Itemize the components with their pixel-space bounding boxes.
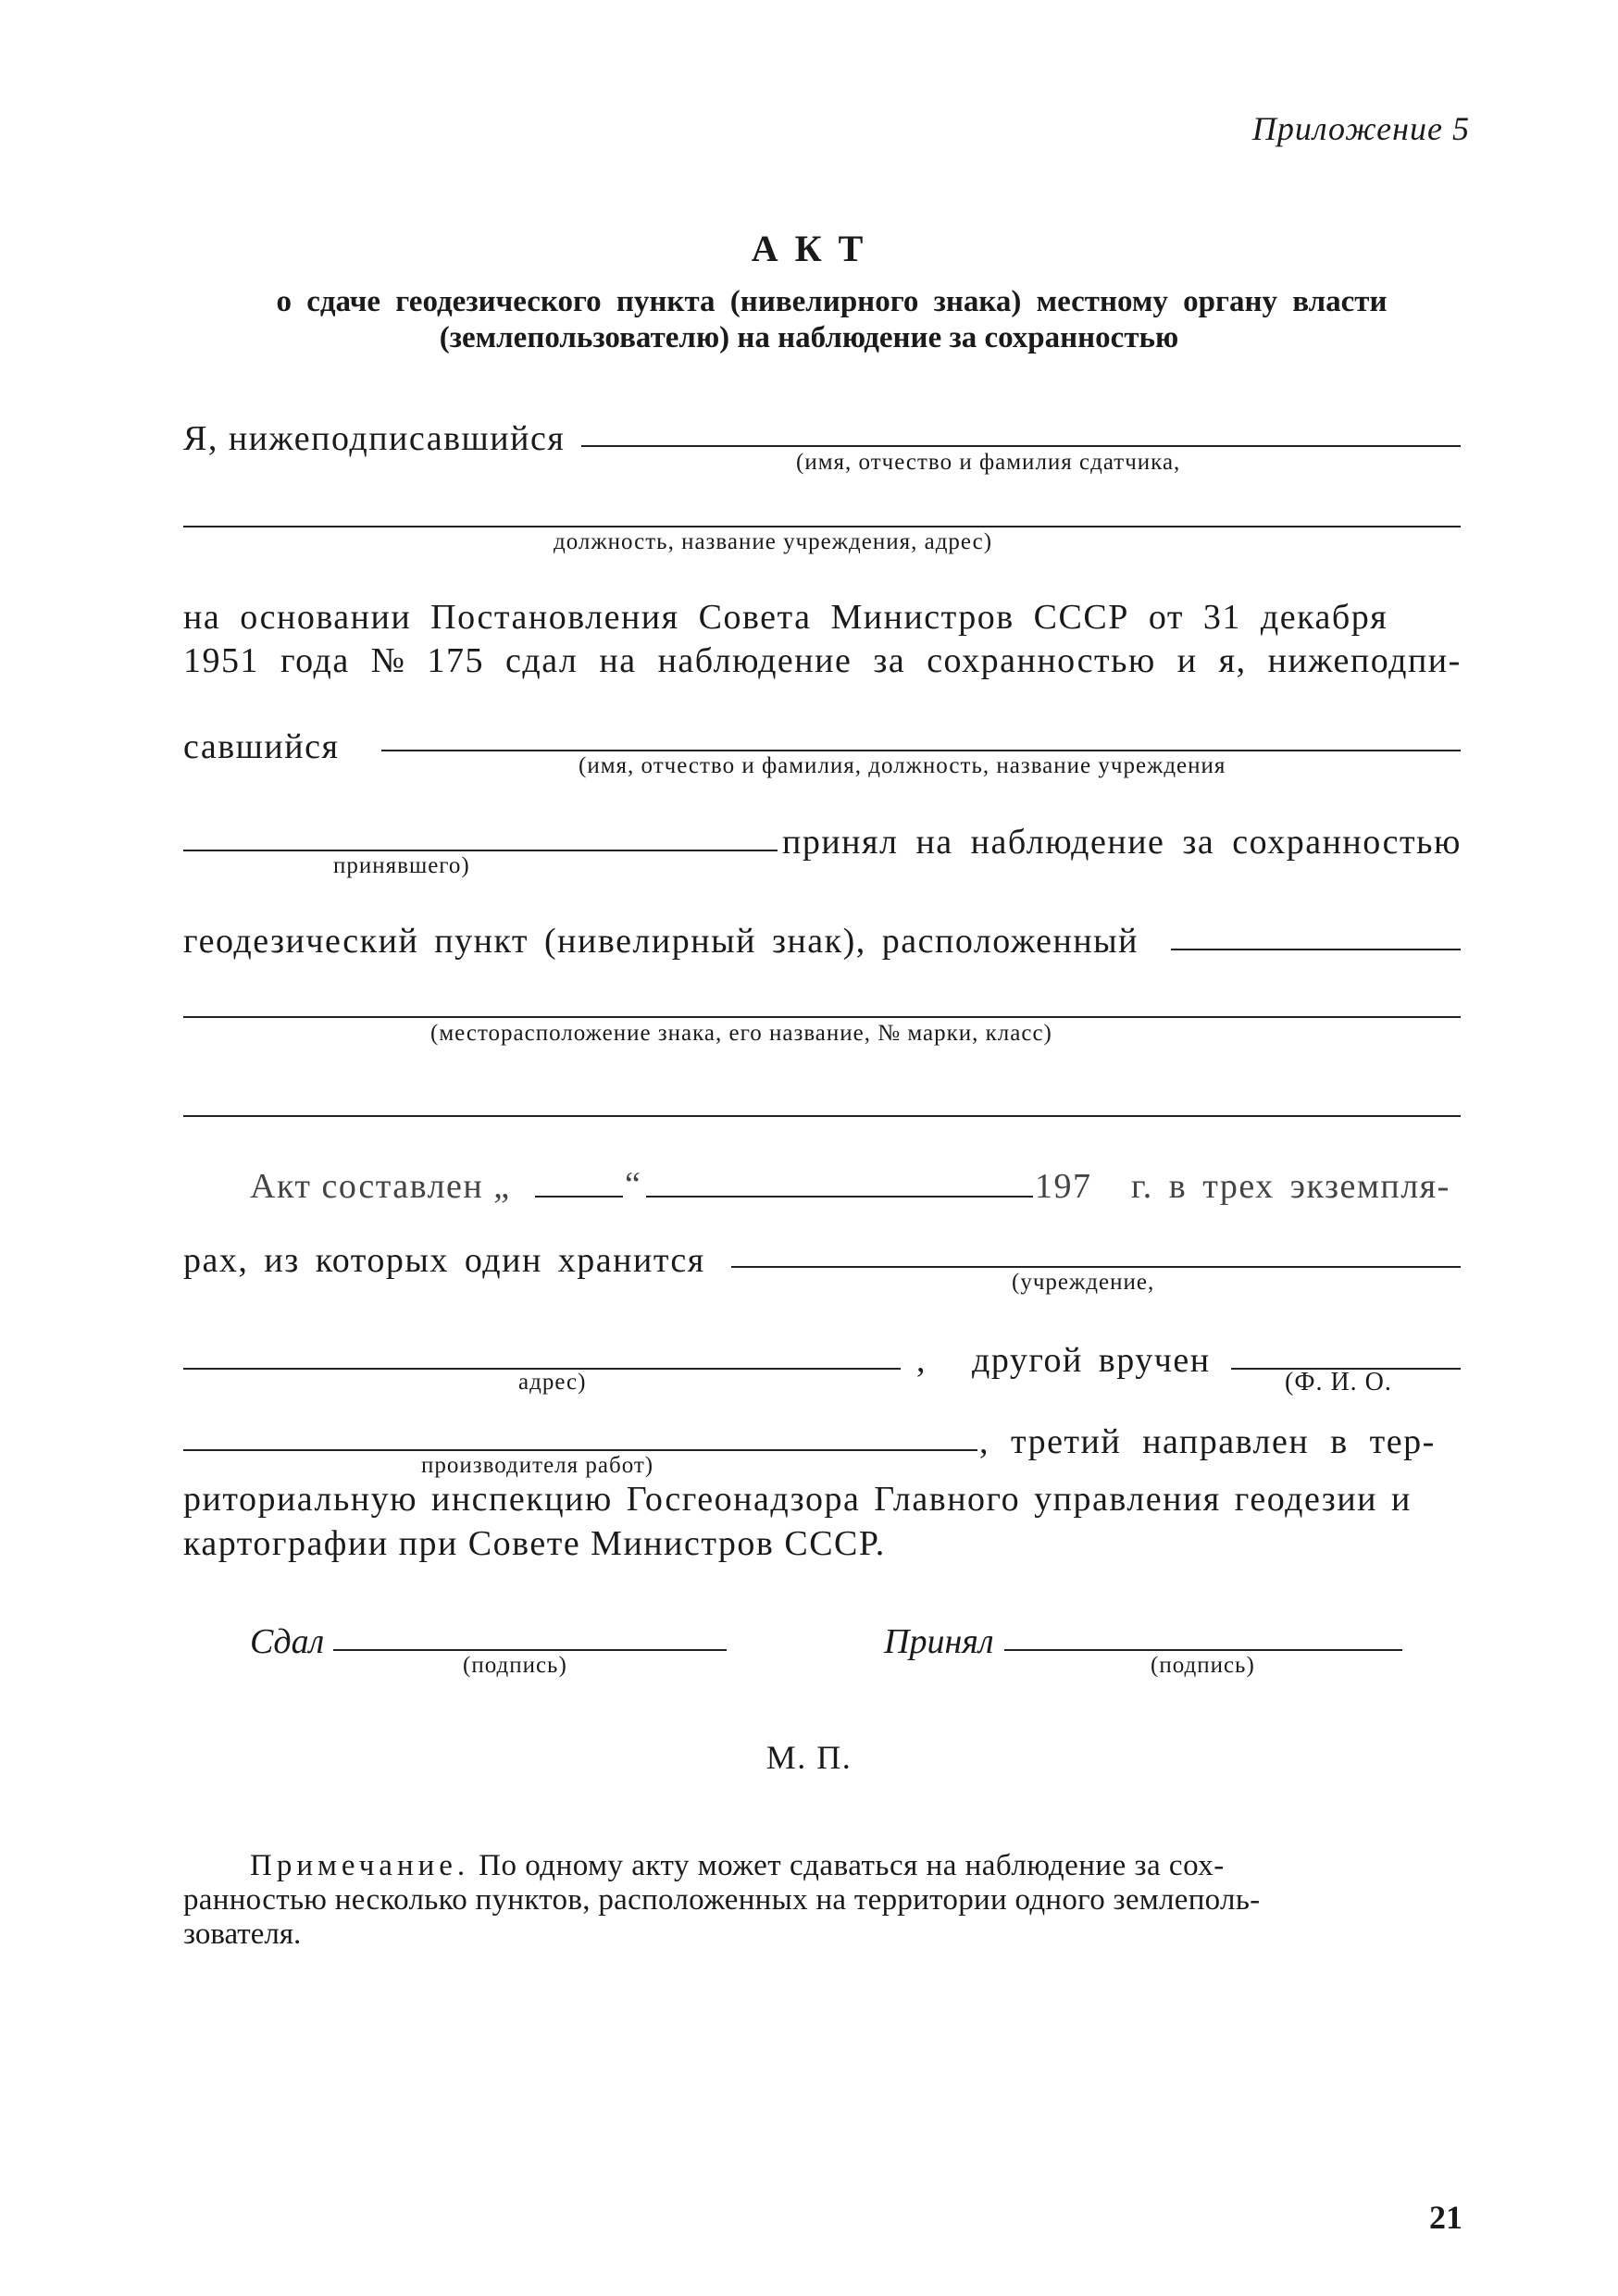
stamp-place: М. П.: [765, 1739, 853, 1776]
appendix-label: Приложение 5: [1251, 110, 1470, 147]
row11-fill-line: [183, 1449, 977, 1451]
page-number: 21: [1429, 2199, 1462, 2236]
row3-caption: (имя, отчество и фамилия, должность, название учреждения: [579, 753, 1226, 778]
row10-text: другой вручен: [972, 1341, 1211, 1380]
row8-day-line: [535, 1196, 623, 1198]
document-subtitle-line-2: (землепользователю) на наблюдение за сохранностью: [439, 321, 1179, 354]
row6-fill-line: [183, 1016, 1461, 1018]
row4-text: принял на наблюдение за сохранностью: [782, 823, 1462, 862]
document-subtitle-line-1: о сдаче геодезического пункта (нивелирного знака) местному органу власти: [276, 285, 1388, 318]
row13-text: картографии при Совете Министров СССР.: [183, 1524, 886, 1563]
row5-fill-line: [1171, 949, 1461, 950]
row12-text: риториальную инспекцию Госгеонадзора Главного управления геодезии и: [183, 1480, 1412, 1519]
row3-fill-line: [381, 750, 1461, 751]
sign-right-caption: (подпись): [1151, 1653, 1255, 1678]
sign-left-line: [333, 1649, 727, 1651]
row4-caption: принявшего): [333, 853, 470, 878]
note-line-1: [250, 1849, 1225, 1883]
para1-line-1: на основании Постановления Совета Министров СССР от 31 декабря: [183, 598, 1388, 637]
row10-caption-2: (Ф. И. О.: [1285, 1368, 1392, 1396]
sign-right-line: [1004, 1649, 1402, 1651]
row5-text: геодезический пункт (нивелирный знак), расположенный: [183, 922, 1139, 961]
row9-fill-line: [731, 1266, 1461, 1268]
sign-left-caption: (подпись): [463, 1653, 567, 1678]
note-line-1-text: По одному акту может сдаваться на наблюдение за сох-: [479, 1849, 1225, 1882]
row8-quote: “: [625, 1165, 642, 1204]
row11-caption: производителя работ): [421, 1453, 654, 1478]
row6-caption: (месторасположение знака, его название, № марки, класс): [430, 1021, 1052, 1046]
row4-fill-line: [183, 850, 778, 851]
row8-text-end: г. в трех экземпля-: [1131, 1167, 1450, 1206]
note-line-2: ранностью несколько пунктов, расположенных на территории одного землеполь-: [183, 1883, 1261, 1917]
row2-caption: должность, название учреждения, адрес): [554, 529, 993, 554]
row10-caption: адрес): [518, 1370, 587, 1395]
document-title: А К Т: [751, 228, 867, 269]
row8-month-line: [646, 1196, 1033, 1198]
row8-year: 197: [1035, 1167, 1092, 1206]
row2-fill-line: [183, 526, 1461, 527]
row1-caption: (имя, отчество и фамилия сдатчика,: [796, 450, 1181, 475]
row7-fill-line: [183, 1115, 1461, 1117]
row3-label: савшийся: [183, 727, 340, 766]
row9-caption: (учреждение,: [1012, 1270, 1155, 1295]
para1-line-2: 1951 года № 175 сдал на наблюдение за сохранностью и я, нижеподпи-: [183, 641, 1462, 680]
row1-label: Я, нижеподписавшийся: [183, 419, 566, 458]
row9-text: рах, из которых один хранится: [183, 1241, 705, 1280]
sign-right-label: Принял: [884, 1622, 994, 1661]
sign-left-label: Сдал: [250, 1622, 325, 1661]
note-line-3: зователя.: [183, 1917, 302, 1951]
row11-text: , третий направлен в тер-: [979, 1422, 1436, 1461]
row10-comma: ,: [916, 1341, 927, 1380]
row1-fill-line: [581, 445, 1461, 447]
row8-text-start: Акт составлен „: [250, 1167, 511, 1206]
note-heading: Примечание.: [250, 1849, 470, 1882]
